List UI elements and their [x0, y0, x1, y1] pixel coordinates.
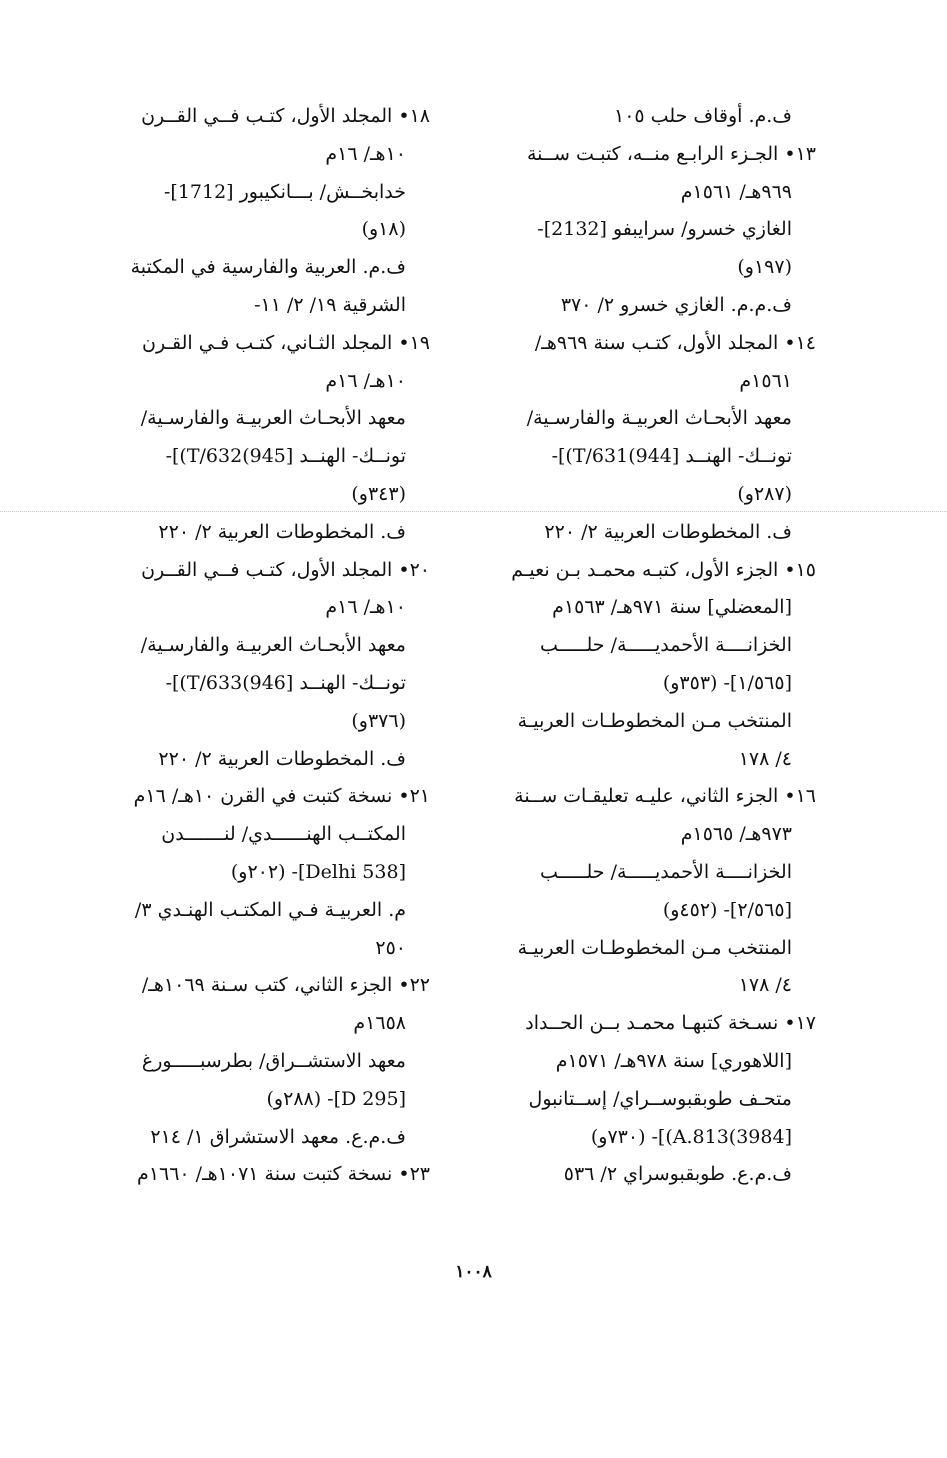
- entry-line: (٣٧٦و): [351, 709, 406, 732]
- entry-line: (١٨و): [361, 218, 406, 241]
- entry-line: (٢٨٧و): [737, 482, 792, 505]
- entry-line: ٤/ ١٧٨: [738, 747, 792, 770]
- entry-line: ٩٧٣هـ/ ١٥٦٥م: [680, 823, 792, 846]
- page-number: ١٠٠٨: [455, 1262, 492, 1282]
- entry-heading-line: ١٩• المجلد الثـاني، كتـب فـي القـرن: [142, 331, 430, 354]
- entry-line: الشرقية ١٩/ ٢/ ١١-: [254, 293, 406, 316]
- entry-line: ١٥٦١م: [739, 369, 792, 392]
- entry-line: المكتــب الهنــــــدي/ لنـــــــدن: [161, 823, 406, 846]
- entry-line: (٣٤٣و): [351, 482, 406, 505]
- entry-heading-line: ٢٢• الجزء الثاني، كتب سـنة ١٠٦٩هـ/: [141, 974, 430, 997]
- entry-line: معهد الأبحـاث العربيـة والفارسـية/: [526, 407, 792, 430]
- entry-line: (١٩٧و): [737, 256, 792, 279]
- entry-line: الخزانــــة الأحمديـــــة/ حلـــــب: [540, 634, 792, 657]
- entry-line: الخزانــــة الأحمديـــــة/ حلـــــب: [540, 860, 792, 883]
- left-column: [85, 98, 430, 1194]
- entry-heading-line: ١٦• الجزء الثاني، عليـه تعليقـات ســنة: [514, 785, 816, 808]
- entry-line: ١٠هـ/ ١٦م: [325, 369, 406, 392]
- entry-line: معهد الأبحـاث العربيـة والفارسـية/: [140, 407, 406, 430]
- entry-line: ف.م.ع. طوبقبوسراي ٢/ ٥٣٦: [563, 1163, 792, 1186]
- entry-heading-line: ٢٣• نسخة كتبت سنة ١٠٧١هـ/ ١٦٦٠م: [137, 1163, 430, 1186]
- entry-line: تونــك- الهنــد [944)T/631)]-: [551, 445, 792, 468]
- entry-line: معهد الاستشــراق/ بطرسبـــــورغ: [141, 1049, 406, 1072]
- entry-line: [اللاهوري] سنة ٩٧٨هـ/ ١٥٧١م: [555, 1049, 792, 1072]
- entry-line: ٢٥٠: [375, 936, 406, 959]
- entry-line: ف.م. العربية والفارسية في المكتبة: [130, 256, 406, 279]
- entry-line: ٩٦٩هـ/ ١٥٦١م: [680, 180, 792, 203]
- entry-heading-line: ١٣• الجـزء الرابـع منــه، كتبـت ســنة: [526, 142, 816, 165]
- entry-line: ٤/ ١٧٨: [738, 974, 792, 997]
- entry-line: [١/٥٦٥]- (٣٥٣و): [662, 671, 792, 694]
- entry-line: ف. المخطوطات العربية ٢/ ٢٢٠: [544, 520, 792, 543]
- entry-line: [٢/٥٦٥]- (٤٥٢و): [662, 898, 792, 921]
- right-column: [471, 98, 816, 1194]
- entry-heading-line: ١٤• المجلد الأول، كتـب سنة ٩٦٩هـ/: [534, 331, 816, 354]
- entry-heading-line: ١٧• نسـخة كتبهـا محمـد بــن الحــداد: [525, 1012, 816, 1035]
- entry-line: [المعضلي] سنة ٩٧١هـ/ ١٥٦٣م: [552, 596, 792, 619]
- entry-line: ف.م.ع. معهد الاستشراق ١/ ٢١٤: [150, 1125, 406, 1148]
- entry-line: ١٠هـ/ ١٦م: [325, 142, 406, 165]
- entry-line: [D 295]- (٢٨٨و): [266, 1087, 406, 1110]
- entry-heading-line: ١٨• المجلد الأول، كتـب فــي القــرن: [141, 105, 430, 127]
- entry-line: ف.م. أوقاف حلب ١٠٥: [614, 105, 792, 127]
- entry-line: م. العربيـة فـي المكتـب الهنـدي ٣/: [134, 898, 406, 921]
- entry-line: ف. المخطوطات العربية ٢/ ٢٢٠: [158, 747, 406, 770]
- entry-line: معهد الأبحـاث العربيـة والفارسـية/: [140, 634, 406, 657]
- entry-line: تونــك- الهنــد [945)T/632)]-: [165, 445, 406, 468]
- entry-line: ١٠هـ/ ١٦م: [325, 596, 406, 619]
- entry-line: متحـف طوبقبوســراي/ إســتانبول: [528, 1087, 792, 1110]
- entry-line: ف.م.م. الغازي خسرو ٢/ ٣٧٠: [560, 293, 792, 316]
- entry-heading-line: ٢٠• المجلد الأول، كتـب فــي القــرن: [141, 558, 430, 581]
- entry-line: خدابخــش/ بـــانكيبور [1712]-: [163, 180, 406, 203]
- entry-line: تونــك- الهنــد [946)T/633)]-: [165, 671, 406, 694]
- scan-divider-line: [0, 511, 947, 512]
- entry-line: المنتخب مـن المخطوطـات العربيـة: [517, 936, 792, 959]
- entry-line: [3984)A.813)]- (٧٣٠و): [590, 1125, 792, 1148]
- entry-line: [Delhi 538]- (٢٠٢و): [230, 860, 406, 883]
- entry-heading-line: ١٥• الجزء الأول، كتبـه محمـد بـن نعيـم: [511, 558, 816, 581]
- entry-heading-line: ٢١• نسخة كتبت في القرن ١٠هـ/ ١٦م: [133, 785, 430, 808]
- entry-line: ١٦٥٨م: [353, 1012, 406, 1035]
- entry-line: ف. المخطوطات العربية ٢/ ٢٢٠: [158, 520, 406, 543]
- entry-line: المنتخب مـن المخطوطـات العربيـة: [517, 709, 792, 732]
- entry-line: الغازي خسرو/ سرايبفو [2132]-: [537, 218, 792, 241]
